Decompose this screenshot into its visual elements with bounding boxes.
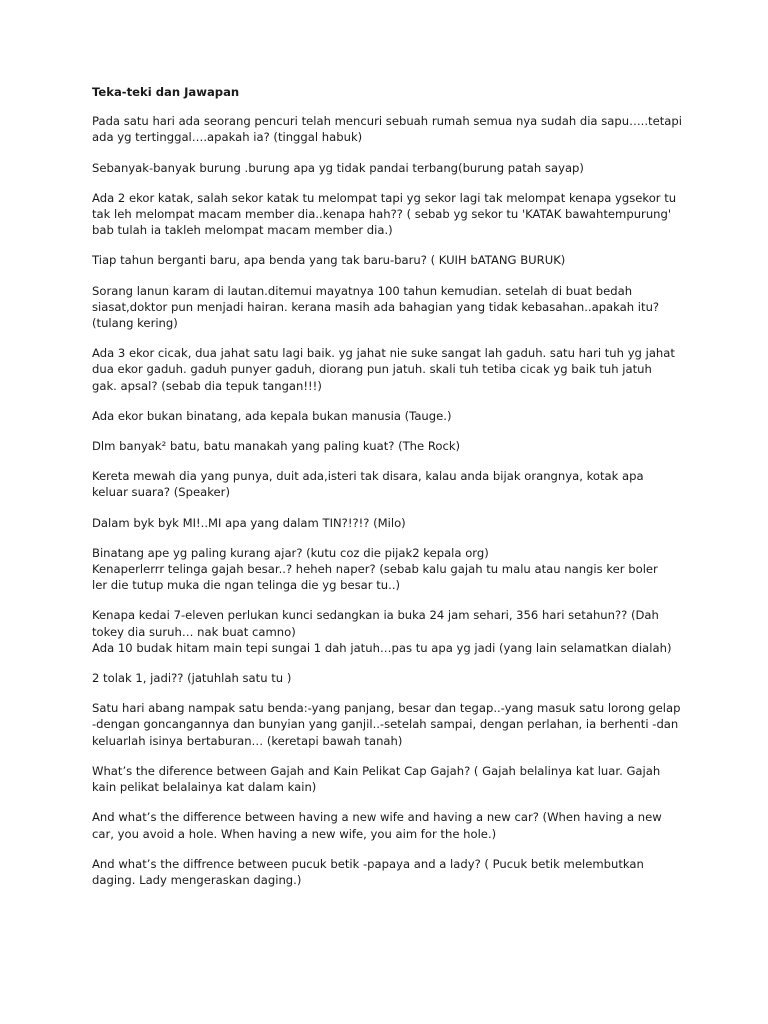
paragraph-line: daging. Lady mengeraskan daging.) bbox=[92, 872, 302, 887]
paragraph bbox=[92, 252, 682, 268]
paragraph bbox=[92, 700, 682, 749]
paragraph-line: (tulang kering) bbox=[92, 316, 178, 331]
paragraph bbox=[92, 438, 682, 454]
paragraph bbox=[92, 468, 682, 500]
paragraph-line: 2 tolak 1, jadi?? (jatuhlah satu tu ) bbox=[92, 671, 292, 686]
paragraph bbox=[92, 113, 682, 145]
paragraph-line: ler die tutup muka die ngan telinga die yg besar tu..) bbox=[92, 578, 401, 593]
paragraph bbox=[92, 545, 682, 594]
paragraph-line: siasat,doktor pun menjadi hairan. kerana masih ada bahagian yang tidak kebasahan..apakah itu? bbox=[92, 299, 660, 314]
paragraph-line: And what’s the difference between having a new wife and having a new car? (When having a new bbox=[92, 810, 662, 825]
paragraph-line: Tiap tahun berganti baru, apa benda yang tak baru-baru? ( KUIH bATANG BURUK) bbox=[92, 253, 566, 268]
paragraph-line: Ada 10 budak hitam main tepi sungai 1 dah jatuh…pas tu apa yg jadi (yang lain selamatkan dialah) bbox=[92, 640, 672, 655]
paragraph-line: -dengan goncangannya dan bunyian yang ganjil..-setelah sampai, dengan perlahan, ia berhenti -dan bbox=[92, 717, 679, 732]
paragraph-line: dua ekor gaduh. gaduh punyer gaduh, diorang pun jatuh. skali tuh tetiba cicak yg baik tuh jatuh bbox=[92, 362, 652, 377]
paragraph-line: gak. apsal? (sebab dia tepuk tangan!!!) bbox=[92, 378, 322, 393]
paragraph-line: Kenapa kedai 7-eleven perlukan kunci sedangkan ia buka 24 jam sehari, 356 hari setahun?? (Dah bbox=[92, 608, 659, 623]
paragraph bbox=[92, 809, 682, 841]
paragraph-line: Binatang ape yg paling kurang ajar? (kutu coz die pijak2 kepala org) bbox=[92, 545, 489, 560]
paragraph bbox=[92, 160, 682, 176]
paragraph-line: bab tulah ia takleh melompat macam member dia.) bbox=[92, 223, 393, 238]
paragraph-line: keluarlah isinya bertaburan… (keretapi bawah tanah) bbox=[92, 733, 403, 748]
paragraph-line: Satu hari abang nampak satu benda:-yang panjang, besar dan tegap..-yang masuk satu lorong gelap bbox=[92, 701, 681, 716]
paragraph-line: Ada 3 ekor cicak, dua jahat satu lagi baik. yg jahat nie suke sangat lah gaduh. satu hari tuh yg jahat bbox=[92, 346, 675, 361]
paragraph bbox=[92, 345, 682, 394]
paragraph-line: Dlm banyak² batu, batu manakah yang paling kuat? (The Rock) bbox=[92, 439, 461, 454]
paragraph-line: Sorang lanun karam di lautan.ditemui mayatnya 100 tahun kemudian. setelah di buat bedah bbox=[92, 283, 633, 298]
paragraph-line: ada yg tertinggal….apakah ia? (tinggal habuk) bbox=[92, 130, 363, 145]
paragraph-line: And what’s the diffrence between pucuk betik -papaya and a lady? ( Pucuk betik melembutkan bbox=[92, 856, 644, 871]
paragraph bbox=[92, 763, 682, 795]
paragraph-line: tak leh melompat macam member dia..kenapa hah?? ( sebab yg sekor tu 'KATAK bawahtempurung' bbox=[92, 207, 672, 222]
paragraph bbox=[92, 408, 682, 424]
paragraph-line: Ada 2 ekor katak, salah sekor katak tu melompat tapi yg sekor lagi tak melompat kenapa ygsekor tu bbox=[92, 190, 677, 205]
paragraph-line: Kenaperlerrr telinga gajah besar..? heheh naper? (sebab kalu gajah tu malu atau nangis ker boler bbox=[92, 562, 658, 577]
paragraph-line: Dalam byk byk MI!..MI apa yang dalam TIN?!?!? (Milo) bbox=[92, 515, 406, 530]
document-title: Teka-teki dan Jawapan bbox=[92, 85, 240, 99]
paragraph-line: Kereta mewah dia yang punya, duit ada,isteri tak disara, kalau anda bijak orangnya, kotak apa bbox=[92, 469, 644, 484]
paragraph-line: kain pelikat belalainya kat dalam kain) bbox=[92, 780, 317, 795]
paragraph-line: tokey dia suruh… nak buat camno) bbox=[92, 624, 296, 639]
paragraph bbox=[92, 515, 682, 531]
paragraph-list bbox=[92, 113, 682, 888]
paragraph bbox=[92, 670, 682, 686]
paragraph bbox=[92, 283, 682, 332]
paragraph-line: What’s the diference between Gajah and Kain Pelikat Cap Gajah? ( Gajah belalinya kat luar. Gajah bbox=[92, 763, 661, 778]
document-body bbox=[92, 84, 682, 902]
paragraph-line: Ada ekor bukan binatang, ada kepala bukan manusia (Tauge.) bbox=[92, 408, 452, 423]
paragraph-line: keluar suara? (Speaker) bbox=[92, 485, 230, 500]
paragraph-line: car, you avoid a hole. When having a new wife, you aim for the hole.) bbox=[92, 826, 497, 841]
paragraph-line: Sebanyak-banyak burung .burung apa yg tidak pandai terbang(burung patah sayap) bbox=[92, 160, 584, 175]
paragraph bbox=[92, 607, 682, 656]
paragraph-line: Pada satu hari ada seorang pencuri telah mencuri sebuah rumah semua nya sudah dia sapu…..tetapi bbox=[92, 114, 682, 129]
paragraph bbox=[92, 856, 682, 888]
paragraph bbox=[92, 190, 682, 239]
